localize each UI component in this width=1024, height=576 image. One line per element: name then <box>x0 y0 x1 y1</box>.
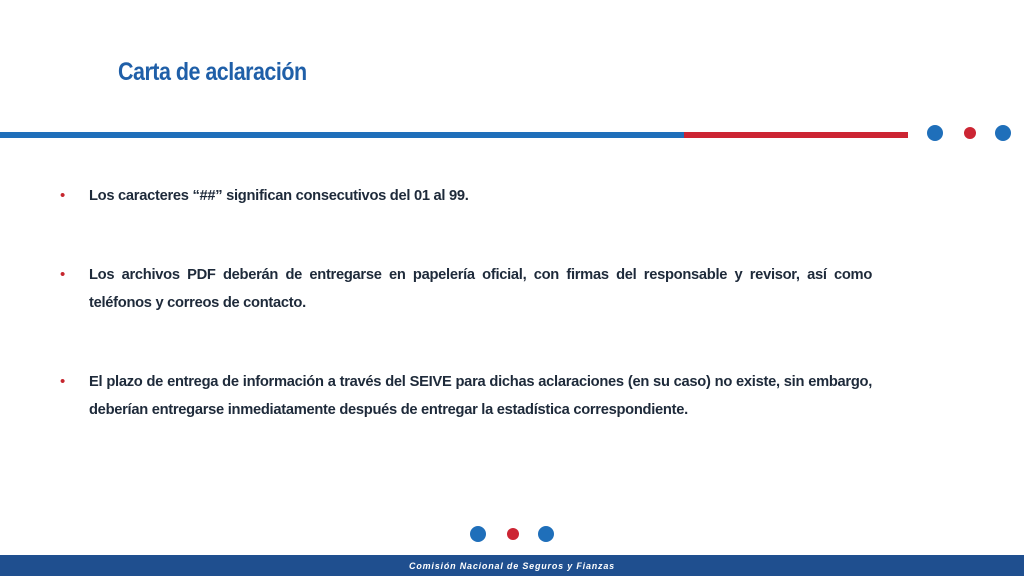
bullet-icon: • <box>60 373 66 390</box>
footer-text: Comisión Nacional de Seguros y Fianzas <box>409 560 615 571</box>
bullet-text: Los caracteres “##” significan consecutivos del 01 al 99. <box>89 187 469 204</box>
bullet-icon: • <box>60 266 66 283</box>
page-title: Carta de aclaración <box>118 58 307 86</box>
bullet-text: El plazo de entrega de información a través del SEIVE para dichas aclaraciones (en su caso) no existe, sin embargo, deberían entregarse inmediatamente después de entregar la estadística correspondiente. <box>89 373 873 418</box>
footer-bar <box>0 555 1024 576</box>
bullet-icon: • <box>60 187 66 204</box>
header-rule-blue <box>0 132 684 138</box>
header-rule-red <box>684 132 908 138</box>
bullet-text: Los archivos PDF deberán de entregarse en papelería oficial, con firmas del responsable y revisor, así como teléfonos y correos de contacto. <box>89 266 873 311</box>
top-dot-right <box>995 125 1011 141</box>
top-dot-middle <box>964 127 976 139</box>
bottom-dot-left <box>470 526 486 542</box>
top-dot-left <box>927 125 943 141</box>
bottom-dot-middle <box>507 528 519 540</box>
bottom-dot-right <box>538 526 554 542</box>
